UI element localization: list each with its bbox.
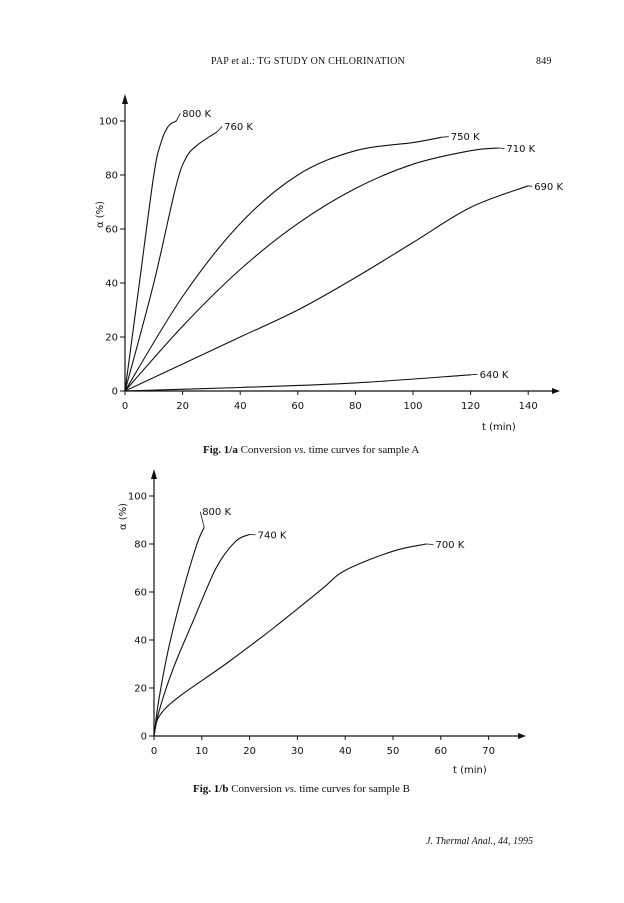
figure-1a-caption-label: Fig. 1/a xyxy=(203,444,238,456)
chart-b-y-arrow xyxy=(151,469,157,479)
chart-a-x-tick-label: 100 xyxy=(403,401,423,412)
chart-a-x-tick-label: 120 xyxy=(461,401,481,412)
chart-a-x-axis-label: t (min) xyxy=(482,422,516,433)
chart-b-x-tick-label: 40 xyxy=(338,746,352,757)
chart-a-y-arrow xyxy=(122,94,128,104)
chart-a-series-label: 750 K xyxy=(450,132,480,144)
chart-a-x-tick-label: 0 xyxy=(121,401,129,412)
figure-1b-caption-vs: vs. xyxy=(284,783,297,795)
page-number: 849 xyxy=(536,56,552,67)
chart-a-y-tick-label: 20 xyxy=(105,332,118,344)
chart-b-label-leader xyxy=(250,534,256,535)
chart-a-label-leader xyxy=(471,374,478,375)
chart-b-x-tick-label: 20 xyxy=(243,746,256,757)
figure-1b-chart xyxy=(0,460,624,780)
chart-a-label-leader xyxy=(528,186,532,187)
chart-a-label-leader xyxy=(217,126,222,132)
chart-a-x-tick-label: 140 xyxy=(518,401,538,412)
chart-a-series-label: 710 K xyxy=(506,144,536,155)
chart-b-x-tick-label: 60 xyxy=(434,746,448,757)
chart-b-y-axis-label: α (%) xyxy=(118,502,129,530)
chart-b-y-tick-label: 0 xyxy=(140,731,147,743)
figure-1a-caption-vs: vs. xyxy=(294,444,306,456)
chart-a-y-tick-label: 60 xyxy=(105,224,118,236)
chart-a-axes xyxy=(122,94,560,394)
chart-b-curve-700k xyxy=(154,544,427,736)
chart-a-y-tick-label: 100 xyxy=(98,116,118,128)
chart-b-y-tick-label: 20 xyxy=(134,683,147,695)
figure-1a-caption xyxy=(203,444,419,456)
running-title: PAP et al.: TG STUDY ON CHLORINATION xyxy=(211,56,405,67)
chart-a-x-tick-label: 40 xyxy=(233,401,247,412)
chart-a-x-arrow xyxy=(552,388,560,394)
chart-a-series-label: 690 K xyxy=(534,181,564,193)
chart-a-x-tick-label: 20 xyxy=(176,401,189,412)
chart-b-y-tick-label: 60 xyxy=(134,587,147,599)
chart-b-label-leader xyxy=(426,544,433,545)
chart-b-x-tick-label: 70 xyxy=(482,746,495,757)
chart-a-curve-800k xyxy=(125,121,176,391)
chart-a-x-tick-label: 60 xyxy=(291,401,305,412)
figure-1b-caption-text: Conversion xyxy=(231,783,282,795)
chart-a-y-tick-label: 0 xyxy=(111,386,118,398)
figure-1a-caption-rest: time curves for sample A xyxy=(308,444,420,456)
figure-1a-caption-text: Conversion xyxy=(240,444,292,456)
figure-1b-caption-label: Fig. 1/b xyxy=(193,783,229,795)
chart-b-x-axis-label: t (min) xyxy=(453,765,487,776)
chart-b-series-label: 740 K xyxy=(257,530,287,542)
chart-b-curve-800k xyxy=(154,527,204,736)
chart-b-y-tick-label: 40 xyxy=(134,635,147,647)
figure-1b-caption xyxy=(193,783,410,795)
chart-a-curve-690k xyxy=(125,186,528,391)
chart-a-label-leader xyxy=(176,114,180,122)
chart-a-series-label: 640 K xyxy=(479,369,509,381)
chart-b-series-label: 700 K xyxy=(435,540,465,551)
chart-b-x-tick-label: 30 xyxy=(291,746,304,757)
chart-a-y-tick-label: 40 xyxy=(105,278,118,290)
chart-a-label-leader xyxy=(499,148,504,149)
chart-b-x-arrow xyxy=(518,733,526,739)
chart-a-series-label: 760 K xyxy=(224,121,253,133)
chart-b-x-tick-label: 10 xyxy=(195,746,209,757)
chart-a-curve-760k xyxy=(125,132,217,391)
chart-a-x-tick-label: 80 xyxy=(349,401,362,412)
chart-b-y-tick-label: 80 xyxy=(134,539,147,551)
chart-a-y-axis-label: α (%) xyxy=(95,200,106,228)
chart-b-series-label: 800 K xyxy=(202,507,232,519)
figure-1a-chart xyxy=(0,80,624,440)
chart-b-x-tick-label: 50 xyxy=(386,746,400,757)
chart-a-curve-750k xyxy=(125,137,442,391)
chart-a-series-label: 800 K xyxy=(182,109,212,120)
figure-1b-caption-rest: time curves for sample B xyxy=(299,783,410,795)
chart-b-x-tick-label: 0 xyxy=(150,746,158,757)
chart-a-curve-640k xyxy=(125,375,471,391)
chart-a-y-tick-label: 80 xyxy=(105,170,118,182)
journal-citation: J. Thermal Anal., 44, 1995 xyxy=(426,836,534,847)
chart-a-label-leader xyxy=(442,137,449,138)
chart-b-y-tick-label: 100 xyxy=(127,491,147,503)
chart-a-curve-710k xyxy=(125,148,499,391)
